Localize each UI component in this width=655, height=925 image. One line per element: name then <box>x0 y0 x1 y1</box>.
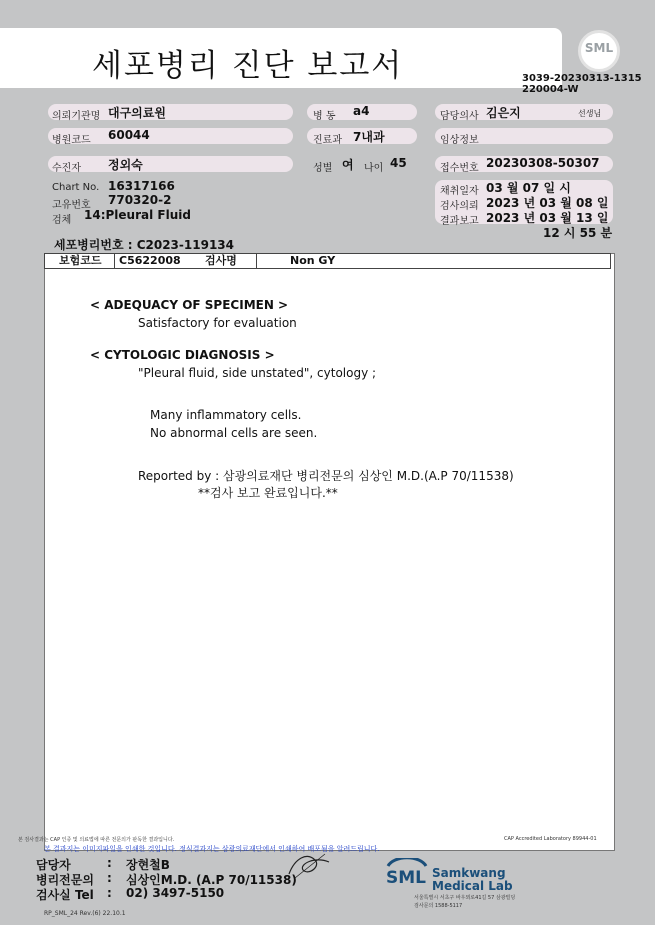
specimen-value: 14:Pleural Fluid <box>84 208 191 222</box>
report-title: 세포병리 진단 보고서 <box>92 48 404 84</box>
person-value: 장현철B <box>126 858 170 872</box>
clinical-label: 임상정보 <box>440 135 479 146</box>
test-label: 검사명 <box>205 254 237 267</box>
person-label: 담당자 <box>36 858 71 872</box>
finding-2: No abnormal cells are seen. <box>150 426 318 440</box>
signature-icon <box>285 848 335 882</box>
adequacy-heading: < ADEQUACY OF SPECIMEN > <box>90 298 289 312</box>
sex-label: 성별 <box>313 163 333 174</box>
hospital-value: 대구의료원 <box>108 106 166 120</box>
age-value: 45 <box>390 156 407 170</box>
test-value: Non GY <box>290 254 336 267</box>
sml-logo-text: SML <box>584 41 614 55</box>
colon: : <box>107 886 112 900</box>
diagnosis-text: "Pleural fluid, side unstated", cytology ; <box>138 366 377 380</box>
report-panel <box>44 253 615 851</box>
doctor-suffix: 선생님 <box>578 109 602 118</box>
diagnosis-heading: < CYTOLOGIC DIAGNOSIS > <box>90 348 275 362</box>
doctor-label: 담당의사 <box>440 111 479 122</box>
age-label: 나이 <box>364 163 384 174</box>
tel-value: 02) 3497-5150 <box>126 886 225 900</box>
colon: : <box>107 871 112 885</box>
collect-value: 03 월 07 일 시 <box>486 181 571 195</box>
patient-label: 수진자 <box>52 163 81 174</box>
cap-text: CAP Accredited Laboratory 89944-01 <box>504 836 597 842</box>
reported-by: Reported by : 삼광의료재단 병리전문의 심상인 M.D.(A.P 70/11538) <box>138 469 514 483</box>
code-label: 병원코드 <box>52 135 91 146</box>
doc-number-line1: 3039-20230313-1315 <box>522 73 642 84</box>
finding-1: Many inflammatory cells. <box>150 408 302 422</box>
tel-label: 검사실 Tel <box>36 888 94 902</box>
brand-contact: 검사문의 1588-5117 <box>414 903 463 909</box>
receipt-label: 접수번호 <box>440 163 479 174</box>
result-time: 12 시 55 분 <box>543 226 613 240</box>
insurance-label: 보험코드 <box>59 254 102 267</box>
patient-value: 정외숙 <box>108 158 143 172</box>
doctor-value: 김은지 <box>486 106 521 120</box>
specimen-label: 검체 <box>52 215 72 226</box>
insurance-code: C5622008 <box>119 254 181 267</box>
dept-value: 7내과 <box>353 130 385 144</box>
divider <box>256 254 257 268</box>
doc-number-line2: 220004-W <box>522 84 579 95</box>
request-value: 2023 년 03 월 08 일 <box>486 196 609 210</box>
adequacy-text: Satisfactory for evaluation <box>138 316 297 330</box>
colon: : <box>107 856 112 870</box>
receipt-value: 20230308-50307 <box>486 156 600 170</box>
insurance-row <box>44 253 611 269</box>
id-label: 고유번호 <box>52 200 91 211</box>
pathologist-label: 병리전문의 <box>36 873 94 887</box>
image-notice: 본 결과지는 이미지파일을 인쇄한 것입니다. 정식결과지는 삼광의료재단에서 인쇄하여 배포됨을 알려드립니다. <box>44 845 380 853</box>
chart-label: Chart No. <box>52 182 100 193</box>
request-label: 검사의뢰 <box>440 201 479 212</box>
patient-pill <box>48 156 293 172</box>
pathology-number: 세포병리번호 : C2023-119134 <box>54 238 234 252</box>
pathologist-value: 심상인M.D. (A.P 70/11538) <box>126 873 297 887</box>
brand-name-1: Samkwang <box>432 866 506 880</box>
result-value: 2023 년 03 월 13 일 <box>486 211 609 225</box>
fine-print: 본 검사결과는 CAP 인증 및 의료법에 따른 전문의가 판독한 결과입니다. <box>18 837 175 843</box>
brand-name-2: Medical Lab <box>432 879 513 893</box>
brand-address: 서울특별시 서초구 바우뫼로41길 57 삼광빌딩 <box>414 895 516 901</box>
report-complete: **검사 보고 완료입니다.** <box>198 486 338 500</box>
result-label: 결과보고 <box>440 216 479 227</box>
brand-mark: SML <box>386 868 426 888</box>
divider <box>114 254 115 268</box>
dept-label: 진료과 <box>313 135 342 146</box>
hospital-label: 의뢰기관명 <box>52 111 101 122</box>
id-value: 770320-2 <box>108 193 172 207</box>
ward-value: a4 <box>353 104 370 118</box>
chart-value: 16317166 <box>108 179 175 193</box>
form-number: RP_SML_24 Rev.(6) 22.10.1 <box>44 910 126 917</box>
collect-label: 채취일자 <box>440 186 479 197</box>
ward-label: 병 동 <box>313 111 336 122</box>
code-value: 60044 <box>108 128 150 142</box>
document-number <box>522 73 642 95</box>
sex-value: 여 <box>342 158 354 172</box>
